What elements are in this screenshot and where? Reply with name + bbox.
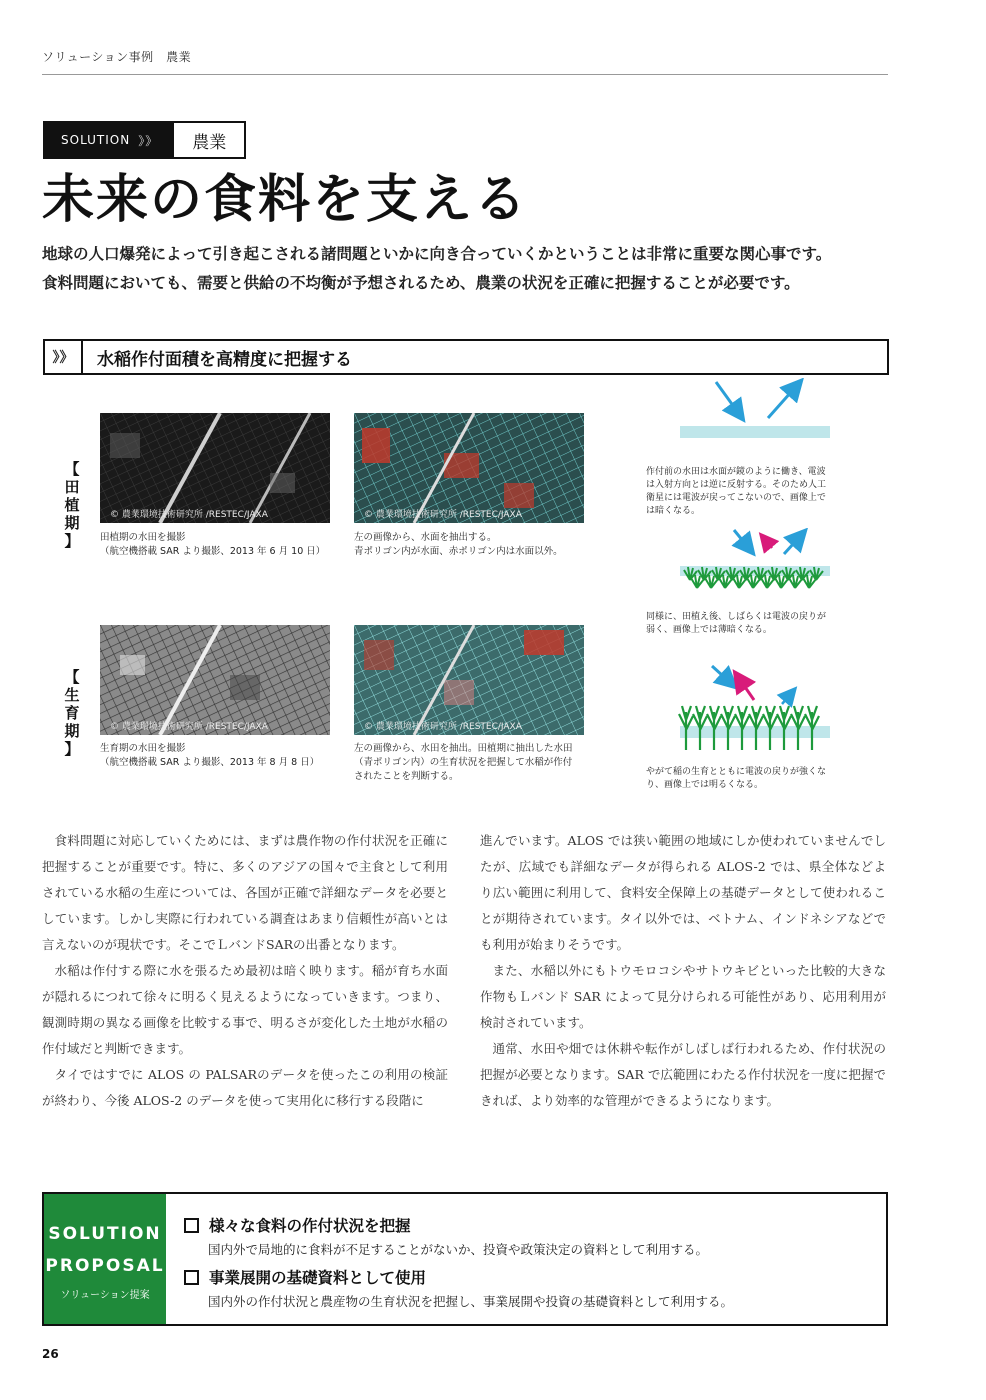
water-surface bbox=[680, 426, 830, 438]
backscatter-arrow-icon bbox=[762, 536, 772, 548]
body-paragraph: 水稲は作付する際に水を張るため最初は暗く映ります。稲が育ち水面が隠れるにつれて徐々に明るく見えるようになっていきます。つまり、観測時期の異なる画像を比較する事で、明るさが変化した土地が水稲の作付域だと判断できます。 bbox=[42, 963, 448, 1056]
diagram-mature-rice bbox=[676, 664, 834, 764]
body-column-left bbox=[42, 828, 448, 1114]
page-number: 26 bbox=[42, 1347, 59, 1361]
sar-image-growth-raw bbox=[100, 625, 330, 735]
incident-arrow-icon bbox=[716, 382, 742, 418]
body-column-right bbox=[480, 828, 886, 1114]
body-paragraph: 通常、水田や畑では休耕や転作がしばしば行われるため、作付状況の把握が必要となります。SAR で広範囲にわたる作付状況を一度に把握できれば、より効率的な管理ができるようになります。 bbox=[480, 1041, 886, 1108]
proposal-item bbox=[184, 1214, 708, 1258]
body-paragraph: 食料問題に対応していくためには、まずは農作物の作付状況を正確に把握することが重要です。特に、多くのアジアの国々で主食として利用されている水稲の生産については、各国が正確で詳細なデータを必要としています。しかし実際に行われている調査はあまり信頼性が高いとは言えないのが現状です。そこでＬバンドSARの出番となります。 bbox=[42, 833, 448, 952]
reflected-arrow-icon bbox=[768, 382, 800, 418]
page-title: 未来の食料を支える bbox=[42, 170, 529, 230]
proposal-item-heading: 様々な食料の作付状況を把握 bbox=[209, 1217, 411, 1235]
reflected-arrow-icon bbox=[782, 690, 794, 704]
checkbox-square-icon bbox=[184, 1218, 199, 1233]
diagram-water-reflection bbox=[676, 378, 834, 448]
proposal-title-line2: PROPOSAL bbox=[45, 1256, 165, 1276]
sar-image-planting-extracted bbox=[354, 413, 584, 523]
proposal-item bbox=[184, 1266, 733, 1310]
section-chevron-icon: 》》 bbox=[45, 341, 83, 373]
reflected-arrow-icon bbox=[784, 532, 804, 554]
solution-tag bbox=[43, 121, 246, 159]
lead-line: 食料問題においても、需要と供給の不均衡が予想されるため、農業の状況を正確に把握することが必要です。 bbox=[42, 274, 800, 292]
image-credit: © 農業環境技術研究所 /RESTEC/JAXA bbox=[364, 510, 522, 520]
checkbox-square-icon bbox=[184, 1270, 199, 1285]
backscatter-arrow-icon bbox=[736, 674, 754, 700]
diagram-caption-water: 作付前の水田は水面が鏡のように働き、電波 は入射方向とは逆に反射する。そのため人工 衛星には電波が戻ってこないので、画像上で は暗くなる。 bbox=[646, 467, 827, 516]
section-heading bbox=[43, 339, 889, 375]
proposal-item-heading: 事業展開の基礎資料として使用 bbox=[209, 1269, 427, 1287]
solution-tag-category: 農業 bbox=[174, 123, 244, 157]
diagram-seedlings bbox=[676, 528, 834, 598]
proposal-title-line1: SOLUTION bbox=[48, 1224, 162, 1244]
proposal-item-description: 国内外で局地的に食料が不足することがないか、投資や政策決定の資料として利用する。 bbox=[208, 1242, 709, 1257]
solution-tag-label-box bbox=[45, 123, 174, 157]
breadcrumb: ソリューション事例 農業 bbox=[42, 50, 192, 64]
incident-arrow-icon bbox=[734, 530, 752, 552]
proposal-item-description: 国内外の作付状況と農産物の生育状況を把握し、事業展開や投資の基礎資料として利用する。 bbox=[208, 1294, 734, 1309]
caption-growth-raw: 生育期の水田を撮影 （航空機搭載 SAR より撮影、2013 年 8 月 8 日） bbox=[100, 743, 320, 768]
proposal-subtitle: ソリューション提案 bbox=[60, 1290, 150, 1301]
body-paragraph: また、水稲以外にもトウモロコシやサトウキビといった比較的大きな作物もＬバンド SAR によって見分けられる可能性があり、応用利用が検討されています。 bbox=[480, 963, 886, 1030]
lead-paragraph bbox=[42, 240, 902, 298]
period-label-growth: 【 生 育 期 】 bbox=[64, 668, 80, 758]
diagram-caption-mature: やがて稲の生育とともに電波の戻りが強くな り、画像上では明るくなる。 bbox=[646, 767, 827, 790]
caption-planting-raw: 田植期の水田を撮影 （航空機搭載 SAR より撮影、2013 年 6 月 10 日） bbox=[100, 532, 326, 557]
image-credit: © 農業環境技術研究所 /RESTEC/JAXA bbox=[110, 722, 268, 732]
caption-growth-extracted: 左の画像から、水田を抽出。田植期に抽出した水田 （青ポリゴン内）の生育状況を把握して水稲が作付 されたことを判断する。 bbox=[354, 743, 573, 782]
caption-planting-extracted: 左の画像から、水面を抽出する。 青ポリゴン内が水面、赤ポリゴン内は水面以外。 bbox=[354, 532, 563, 557]
solution-tag-label: SOLUTION bbox=[61, 133, 131, 147]
period-label-planting: 【 田 植 期 】 bbox=[64, 460, 80, 550]
solution-tag-chevrons: 》》 bbox=[138, 133, 159, 148]
header-divider bbox=[42, 74, 888, 75]
lead-line: 地球の人口爆発によって引き起こされる諸問題といかに向き合っていくかということは非常に重要な関心事です。 bbox=[42, 245, 832, 263]
body-paragraph: 進んでいます。ALOS では狭い範囲の地域にしか使われていませんでしたが、広域でも詳細なデータが得られる ALOS-2 では、県全体などより広い範囲に利用して、食料安全保障上の基礎データとして使われることが期待されています。タイ以外では、ベトナム、インドネシアなどでも利用が始まりそうです。 bbox=[480, 833, 886, 952]
solution-proposal-box bbox=[42, 1192, 888, 1326]
image-credit: © 農業環境技術研究所 /RESTEC/JAXA bbox=[110, 510, 268, 520]
image-credit: © 農業環境技術研究所 /RESTEC/JAXA bbox=[364, 722, 522, 732]
incident-arrow-icon bbox=[712, 666, 734, 686]
section-title: 水稲作付面積を高精度に把握する bbox=[97, 349, 352, 370]
diagram-caption-seedlings: 同様に、田植え後、しばらくは電波の戻りが 弱く、画像上では薄暗くなる。 bbox=[646, 612, 827, 635]
sar-image-planting-raw bbox=[100, 413, 330, 523]
sar-image-growth-extracted bbox=[354, 625, 584, 735]
body-paragraph: タイではすでに ALOS の PALSARのデータを使ったこの利用の検証が終わり、今後 ALOS-2 のデータを使って実用化に移行する段階に bbox=[42, 1067, 448, 1108]
proposal-label-panel bbox=[44, 1194, 166, 1324]
